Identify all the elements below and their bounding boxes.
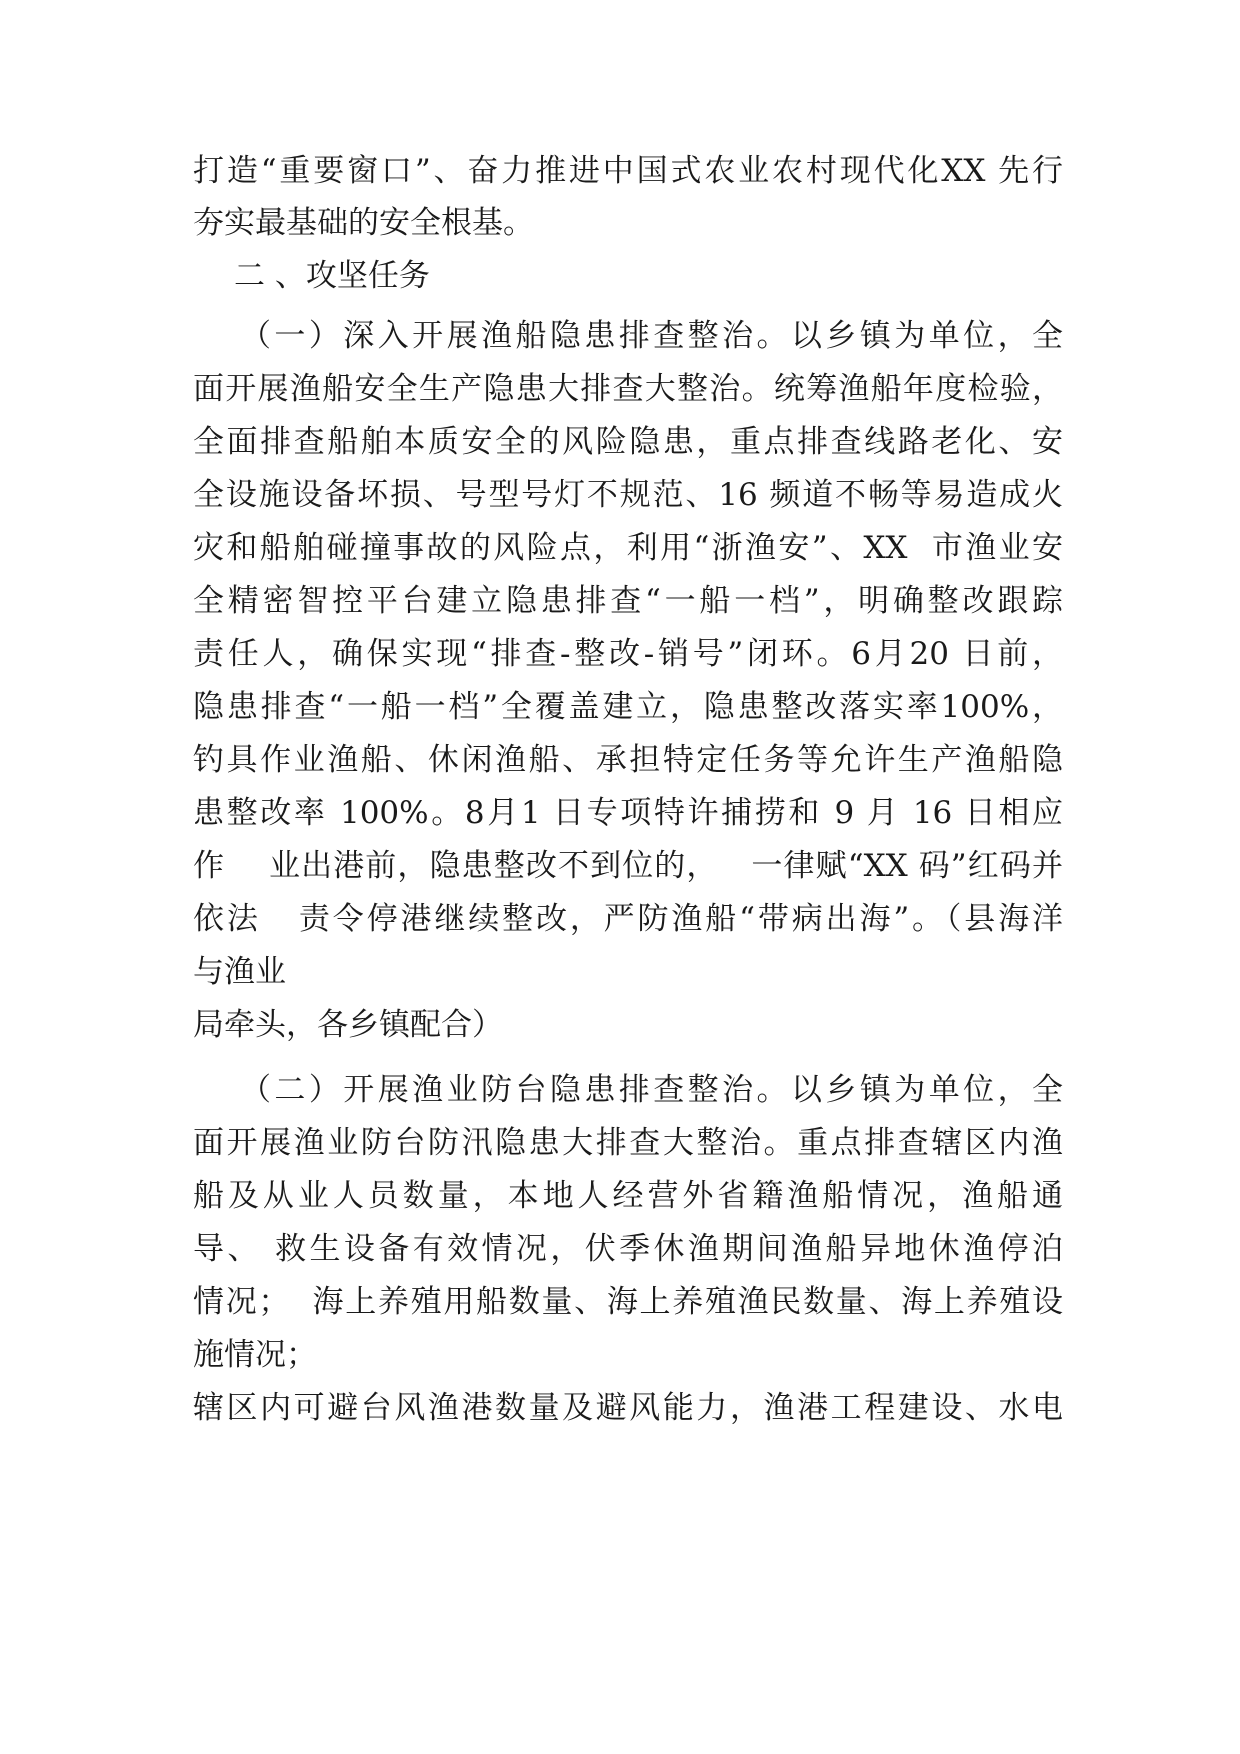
- body-line: 情况； 海上养殖用船数量、海上养殖渔民数量、海上养殖设: [193, 1284, 1063, 1320]
- body-line: 灾和船舶碰撞事故的风险点，利用“浙渔安”、XX 市渔业安: [193, 530, 1063, 566]
- body-line: 面开展渔业防台防汛隐患大排查大整治。重点排查辖区内渔: [193, 1125, 1063, 1161]
- body-line: 全设施设备坏损、号型号灯不规范、16 频道不畅等易造成火: [193, 477, 1063, 513]
- body-line: 施情况；: [193, 1337, 317, 1373]
- body-line: 钓具作业渔船、休闲渔船、承担特定任务等允许生产渔船隐: [193, 742, 1063, 778]
- paragraph-start-line: （二）开展渔业防台隐患排查整治。以乡镇为单位，全: [240, 1072, 1063, 1108]
- body-line: 依法 责令停港继续整改，严防渔船“带病出海”。（县海洋: [193, 901, 1063, 937]
- body-line: 局牵头，各乡镇配合）: [193, 1007, 503, 1043]
- body-line: 全面排查船舶本质安全的风险隐患，重点排查线路老化、安: [193, 424, 1063, 460]
- body-line: 作 业出港前，隐患整改不到位的， 一律赋“XX 码”红码并: [193, 848, 1063, 884]
- body-line: 全精密智控平台建立隐患排查“一船一档”，明确整改跟踪: [193, 583, 1063, 619]
- body-line: 打造“重要窗口”、奋力推进中国式农业农村现代化XX 先行: [193, 153, 1063, 189]
- body-line: 辖区内可避台风渔港数量及避风能力，渔港工程建设、水电: [193, 1390, 1063, 1426]
- paragraph-start-line: （一）深入开展渔船隐患排查整治。以乡镇为单位，全: [240, 318, 1063, 354]
- body-line: 隐患排查“一船一档”全覆盖建立，隐患整改落实率100%，: [193, 689, 1063, 725]
- body-line: 夯实最基础的安全根基。: [193, 205, 534, 241]
- section-heading: 二 、攻坚任务: [234, 258, 430, 294]
- body-line: 面开展渔船安全生产隐患大排查大整治。统筹渔船年度检验，: [193, 371, 1063, 407]
- body-line: 船及从业人员数量，本地人经营外省籍渔船情况，渔船通: [193, 1178, 1063, 1214]
- body-line: 责任人，确保实现“排查-整改-销号”闭环。6月20 日前，: [193, 636, 1063, 672]
- body-line: 患整改率 100%。8月1 日专项特许捕捞和 9 月 16 日相应: [193, 795, 1063, 831]
- body-line: 导、 救生设备有效情况，伏季休渔期间渔船异地休渔停泊: [193, 1231, 1063, 1267]
- body-line: 与渔业: [193, 954, 286, 990]
